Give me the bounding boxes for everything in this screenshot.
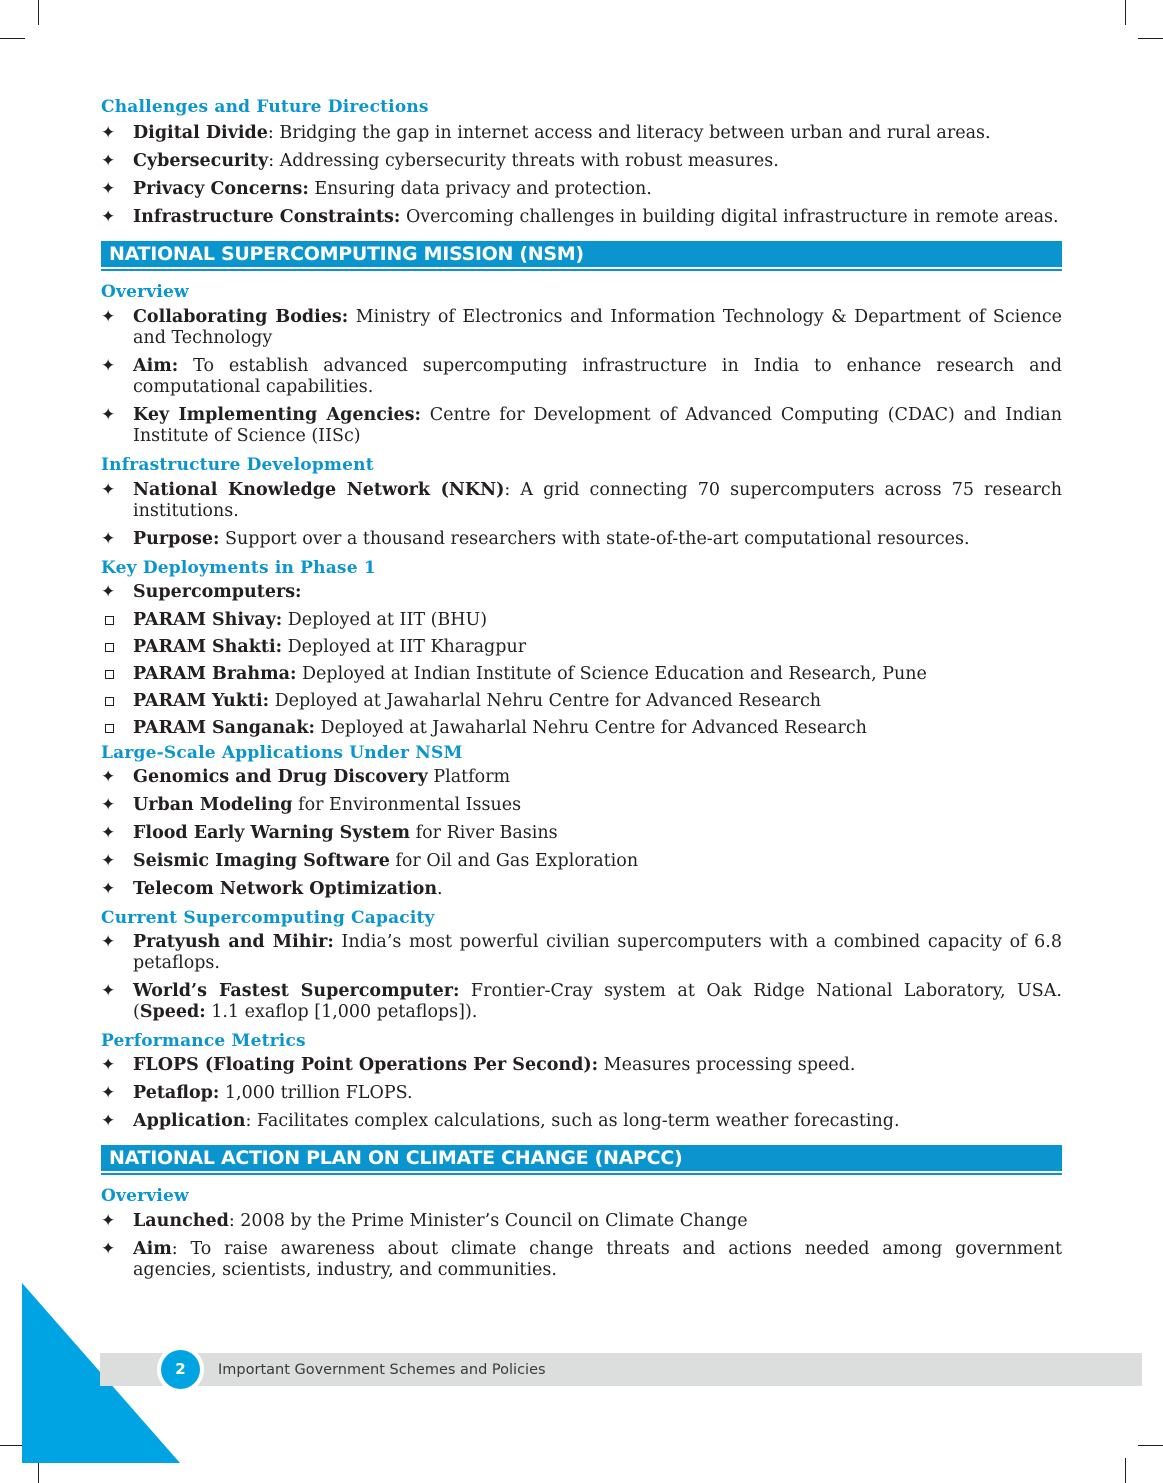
section-heading: Current Supercomputing Capacity: [101, 908, 435, 928]
list-item: ✦ FLOPS (Floating Point Operations Per Second): Measures processing speed.: [101, 1055, 856, 1075]
list-item: ✦ Pratyush and Mihir: India’s most powerful civilian supercomputers with a combined capacity of 6.8 petaflops.: [101, 932, 1062, 973]
crop-mark: [1125, 0, 1126, 25]
list-item: ✦ Telecom Network Optimization.: [101, 879, 443, 899]
section-banner: [101, 1145, 1062, 1171]
page-content: [101, 96, 1062, 1288]
bullet-list: [101, 1211, 1062, 1281]
banner-underline: [101, 269, 1062, 271]
star-bullet-icon: ✦: [101, 932, 116, 952]
sub-list-item: PARAM Brahma: Deployed at Indian Institute of Science Education and Research, Pune: [101, 664, 1062, 685]
star-bullet-icon: ✦: [101, 207, 116, 227]
section-heading: Overview: [101, 1186, 189, 1206]
list-item: ✦ National Knowledge Network (NKN): A grid connecting 70 supercomputers across 75 research institutions.: [101, 480, 1062, 521]
star-bullet-icon: ✦: [101, 1211, 116, 1231]
list-item: ✦ Seismic Imaging Software for Oil and Gas Exploration: [101, 851, 639, 871]
list-item: ✦ Urban Modeling for Environmental Issues: [101, 795, 522, 815]
list-item: ✦ Petaflop: 1,000 trillion FLOPS.: [101, 1083, 413, 1103]
star-bullet-icon: ✦: [101, 123, 116, 143]
list-item: ✦ Cybersecurity: Addressing cybersecurity threats with robust measures.: [101, 151, 779, 171]
list-item: ✦ Application: Facilitates complex calculations, such as long-term weather forecasting.: [101, 1111, 900, 1131]
sub-list-item: PARAM Shakti: Deployed at IIT Kharagpur: [101, 637, 1062, 658]
crop-mark: [1138, 1445, 1163, 1446]
section-banner: [101, 241, 1062, 267]
list-item: ✦ World’s Fastest Supercomputer: Frontier-Cray system at Oak Ridge National Laboratory, USA. (Speed: 1.1 exaflop [1,000 petaflops]).: [101, 981, 1062, 1022]
list-item: ✦ Launched: 2008 by the Prime Minister’s Council on Climate Change: [101, 1211, 748, 1231]
crop-mark: [38, 0, 39, 25]
star-bullet-icon: ✦: [101, 151, 116, 171]
star-bullet-icon: ✦: [101, 179, 116, 199]
checkbox-square-icon: [105, 643, 114, 652]
star-bullet-icon: ✦: [101, 1055, 116, 1075]
footer-book-title: Important Government Schemes and Policies: [218, 1362, 546, 1378]
star-bullet-icon: ✦: [101, 851, 116, 871]
list-item: ✦ Privacy Concerns: Ensuring data privacy and protection.: [101, 179, 652, 199]
section-heading: Challenges and Future Directions: [101, 97, 429, 117]
sub-list-item: PARAM Shivay: Deployed at IIT (BHU): [101, 610, 1062, 631]
sub-list: [101, 610, 1062, 739]
section-banner-title: NATIONAL ACTION PLAN ON CLIMATE CHANGE (NAPCC): [109, 1147, 683, 1169]
list-item: ✦ Infrastructure Constraints: Overcoming challenges in building digital infrastructure in remote areas.: [101, 207, 1059, 227]
checkbox-square-icon: [105, 616, 114, 625]
section-heading: Overview: [101, 282, 189, 302]
crop-mark: [1138, 38, 1163, 39]
checkbox-square-icon: [105, 697, 114, 706]
bullet-list: [101, 932, 1062, 1023]
list-item: ✦ Genomics and Drug Discovery Platform: [101, 767, 511, 787]
section-heading: Key Deployments in Phase 1: [101, 558, 376, 578]
star-bullet-icon: ✦: [101, 1083, 116, 1103]
list-item: ✦ Key Implementing Agencies: Centre for Development of Advanced Computing (CDAC) and Indian Institute of Science (IISc): [101, 405, 1062, 446]
checkbox-square-icon: [105, 670, 114, 679]
star-bullet-icon: ✦: [101, 307, 116, 327]
list-item: ✦ Flood Early Warning System for River Basins: [101, 823, 558, 843]
section-heading: Large-Scale Applications Under NSM: [101, 743, 463, 763]
checkbox-square-icon: [105, 724, 114, 733]
bullet-list: [101, 480, 1062, 550]
bullet-list: [101, 123, 1062, 228]
list-item: ✦ Purpose: Support over a thousand researchers with state-of-the-art computational resources.: [101, 529, 970, 549]
star-bullet-icon: ✦: [101, 1239, 116, 1259]
sub-list-item: PARAM Sanganak: Deployed at Jawaharlal Nehru Centre for Advanced Research: [101, 718, 1062, 739]
star-bullet-icon: ✦: [101, 529, 116, 549]
list-item: ✦ Supercomputers: PARAM Shivay: Deployed at IIT (BHU) PARAM Shakti: Deployed at IIT Kharagpur PARAM Brahma: Deployed at Indian Institute of Science Education and Research, Pune PARAM Yukti: Deployed at Jawaharlal Nehru Centre for Advanced Research PARAM Sanganak: Deployed at Jawaharlal Nehru Centre for Advanced Research: [101, 582, 1062, 739]
star-bullet-icon: ✦: [101, 795, 116, 815]
star-bullet-icon: ✦: [101, 1111, 116, 1131]
star-bullet-icon: ✦: [101, 879, 116, 899]
section-heading: Infrastructure Development: [101, 455, 374, 475]
section-heading: Performance Metrics: [101, 1031, 306, 1051]
crop-mark: [1125, 1458, 1126, 1483]
star-bullet-icon: ✦: [101, 981, 116, 1001]
list-item: ✦ Aim: To raise awareness about climate change threats and actions needed among government agencies, scientists, industry, and communities.: [101, 1239, 1062, 1280]
star-bullet-icon: ✦: [101, 480, 116, 500]
list-item: ✦ Digital Divide: Bridging the gap in internet access and literacy between urban and rural areas.: [101, 123, 991, 143]
star-bullet-icon: ✦: [101, 767, 116, 787]
bullet-list: [101, 767, 1062, 900]
bullet-list: [101, 582, 1062, 739]
list-item: ✦ Aim: To establish advanced supercomputing infrastructure in India to enhance research and computational capabilities.: [101, 356, 1062, 397]
list-item: ✦ Collaborating Bodies: Ministry of Electronics and Information Technology & Department of Science and Technology: [101, 307, 1063, 348]
page-number: 2: [161, 1350, 200, 1389]
bullet-list: [101, 1055, 1062, 1132]
star-bullet-icon: ✦: [101, 405, 116, 425]
star-bullet-icon: ✦: [101, 582, 116, 602]
bullet-list: [101, 307, 1062, 447]
star-bullet-icon: ✦: [101, 823, 116, 843]
sub-list-item: PARAM Yukti: Deployed at Jawaharlal Nehru Centre for Advanced Research: [101, 691, 1062, 712]
section-banner-title: NATIONAL SUPERCOMPUTING MISSION (NSM): [109, 243, 584, 265]
banner-underline: [101, 1173, 1062, 1175]
star-bullet-icon: ✦: [101, 356, 116, 376]
crop-mark: [0, 38, 25, 39]
